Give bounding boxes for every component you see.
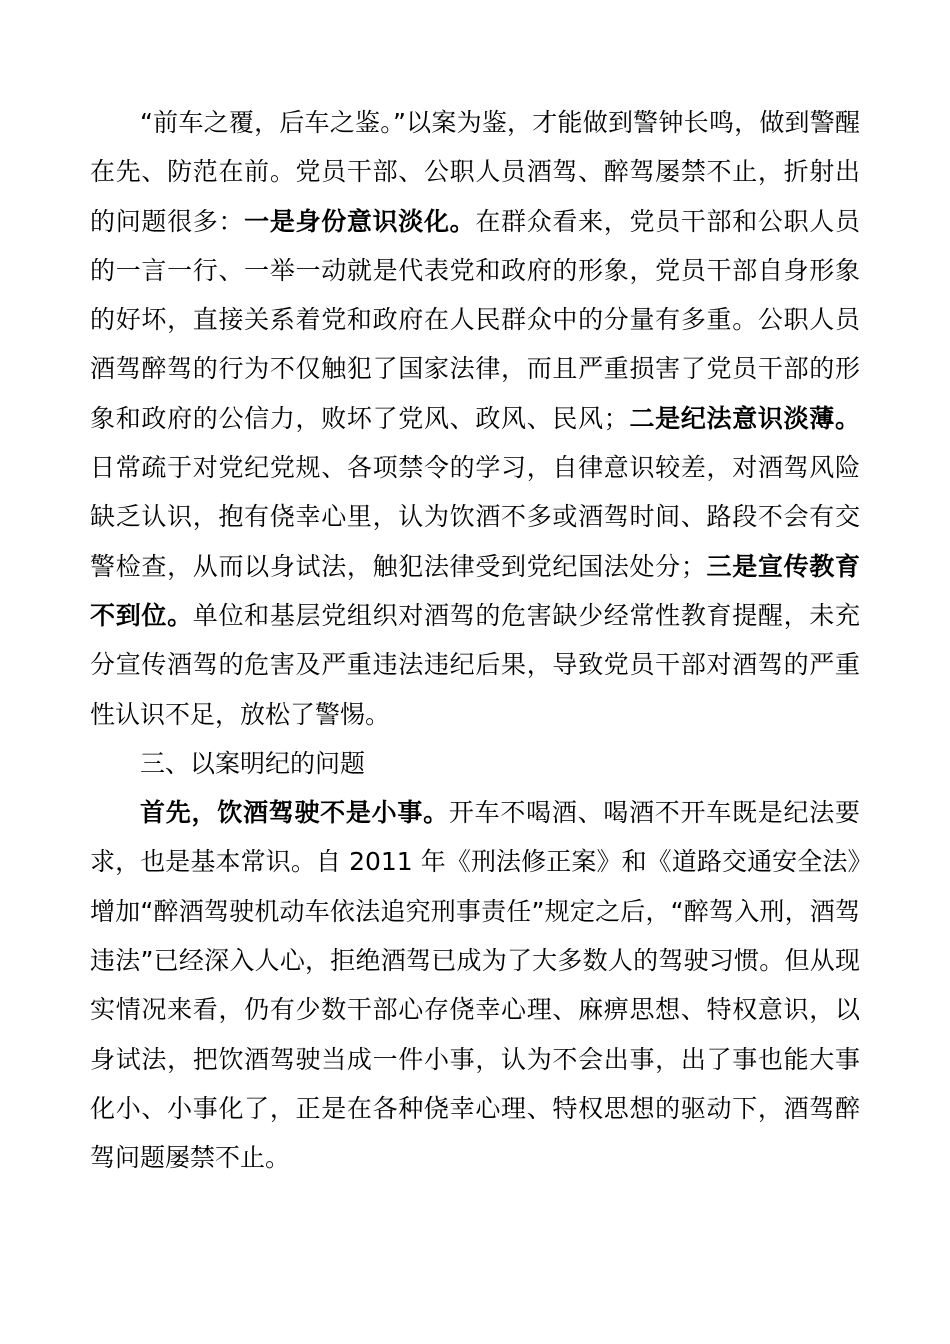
paragraph-text: “前车之覆，后车之鉴。”以案为鉴，才能做到警钟长鸣，做到警醒在先、防范在前。党员干部、公职人员酒驾、醉驾屡禁不止，折射出的问题很多： bbox=[90, 108, 860, 236]
paragraph-text: 在群众看来，党员干部和公职人员的一言一行、一举一动就是代表党和政府的形象，党员干部自身形象的好坏，直接关系着党和政府在人民群众中的分量有多重。公职人员酒驾醉驾的行为不仅触犯了国家法律，而且严重损害了党员干部的形象和政府的公信力，败坏了党风、政风、民风； bbox=[90, 206, 860, 433]
section-heading: 三、以案明纪的问题 bbox=[140, 748, 366, 778]
bold-point-law-awareness: 二是纪法意识淡薄。 bbox=[628, 403, 860, 433]
paragraph-text: 单位和基层党组织对酒驾的危害缺少经常性教育提醒，未充分宣传酒驾的危害及严重违法违纪后果，导致党员干部对酒驾的严重性认识不足，放松了警惕。 bbox=[90, 600, 860, 729]
bold-point-education: 三是宣传教育不到位。 bbox=[90, 551, 860, 630]
paragraph-first-point bbox=[90, 788, 860, 1182]
bold-point-identity: 一是身份意识淡化。 bbox=[244, 206, 476, 236]
bold-lead-sentence: 首先，饮酒驾驶不是小事。 bbox=[140, 798, 449, 828]
document-page bbox=[90, 98, 860, 1183]
paragraph-causes bbox=[90, 98, 860, 739]
paragraph-text: 开车不喝酒、喝酒不开车既是纪法要求，也是基本常识。自 2011 年《刑法修正案》和《道路交通安全法》增加“醉酒驾驶机动车依法追究刑事责任”规定之后，“醉驾入刑，酒驾违法”已经深入人心，拒绝酒驾已成为了大多数人的驾驶习惯。但从现实情况来看，仍有少数干部心存侥幸心理、麻痹思想、特权意识，以身试法，把饮酒驾驶当成一件小事，认为不会出事，出了事也能大事化小、小事化了，正是在各种侥幸心理、特权思想的驱动下，酒驾醉驾问题屡禁不止。 bbox=[90, 798, 860, 1173]
paragraph-text: 日常疏于对党纪党规、各项禁令的学习，自律意识较差，对酒驾风险缺乏认识，抱有侥幸心里，认为饮酒不多或酒驾时间、路段不会有交警检查，从而以身试法，触犯法律受到党纪国法处分； bbox=[90, 453, 860, 581]
